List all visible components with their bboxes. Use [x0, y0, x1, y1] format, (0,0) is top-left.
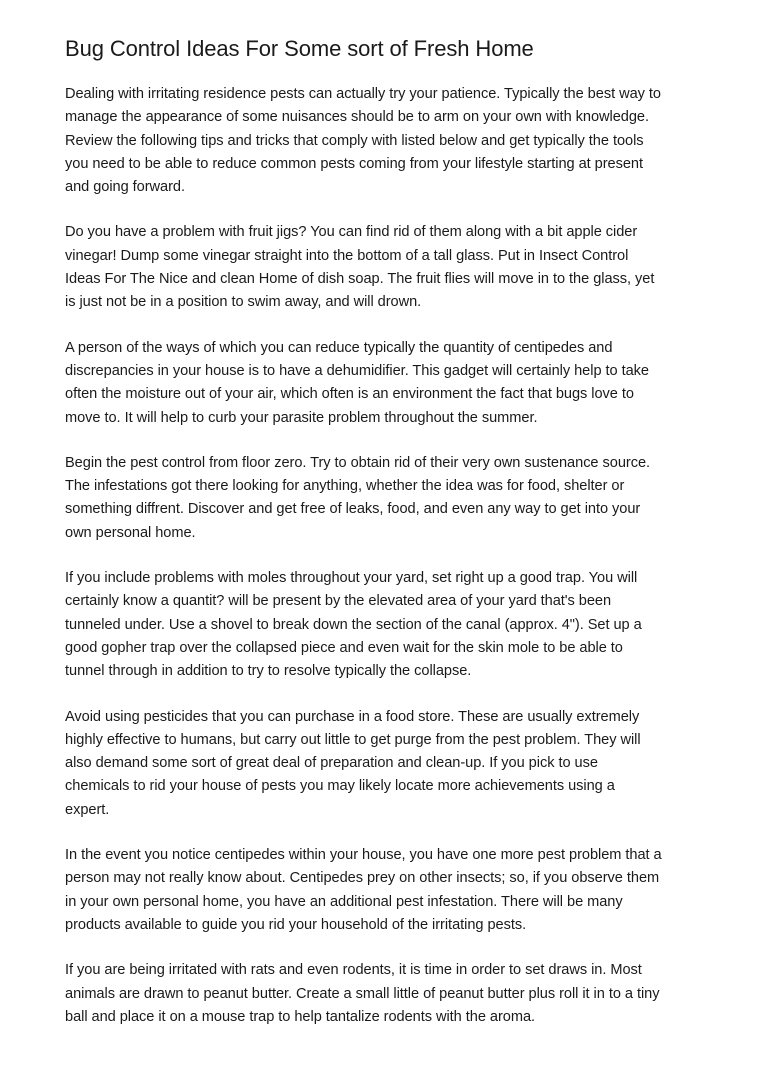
paragraph-8	[65, 959, 713, 1029]
paragraph-line: Avoid using pesticides that you can purchase in a food store. These are usually extremely	[65, 708, 640, 725]
paragraph-line: chemicals to rid your house of pests you may likely locate more achievements using a	[65, 778, 615, 795]
paragraph-line: highly effective to humans, but carry out little to get purge from the pest problem. They will	[65, 731, 641, 748]
paragraph-line: In the event you notice centipedes within your house, you have one more pest problem that a	[65, 847, 662, 864]
paragraph-line: in your own personal home, you have an additional pest infestation. There will be many	[65, 893, 623, 910]
paragraph-line: certainly know a quantit? will be present by the elevated area of your yard that's been	[65, 593, 612, 610]
document-page	[65, 34, 713, 1051]
paragraph-line: discrepancies in your house is to have a dehumidifier. This gadget will certainly help to take	[65, 362, 649, 379]
paragraph-line: move to. It will help to curb your parasite problem throughout the summer.	[65, 409, 538, 426]
paragraph-line: ball and place it on a mouse trap to help tantalize rodents with the aroma.	[65, 1008, 536, 1025]
paragraph-1	[65, 83, 713, 199]
paragraph-line: own personal home.	[65, 524, 196, 541]
paragraph-line: Dealing with irritating residence pests can actually try your patience. Typically the best way to	[65, 86, 661, 102]
paragraph-line: products available to guide you rid your household of the irritating pests.	[65, 916, 527, 933]
paragraph-line: tunnel through in addition to try to resolve typically the collapse.	[65, 663, 472, 680]
paragraph-line: tunneled under. Use a shovel to break down the section of the canal (approx. 4"). Set up a	[65, 616, 642, 633]
paragraph-line: vinegar! Dump some vinegar straight into the bottom of a tall glass. Put in Insect Control	[65, 247, 629, 264]
paragraph-7	[65, 844, 713, 937]
paragraph-line: manage the appearance of some nuisances should be to arm on your own with knowledge.	[65, 109, 649, 126]
paragraph-line: Review the following tips and tricks that comply with listed below and get typically the tools	[65, 132, 644, 149]
paragraph-line: good gopher trap over the collapsed piece and even wait for the skin mole to be able to	[65, 639, 623, 656]
paragraph-line: you need to be able to reduce common pests coming from your lifestyle starting at present	[65, 155, 643, 172]
paragraph-line: Begin the pest control from floor zero. Try to obtain rid of their very own sustenance source.	[65, 454, 651, 471]
paragraph-line: expert.	[65, 801, 110, 818]
document-title: Bug Control Ideas For Some sort of Fresh Home	[65, 36, 534, 61]
paragraph-line: Do you have a problem with fruit jigs? You can find rid of them along with a bit apple cider	[65, 224, 638, 241]
paragraph-line: If you include problems with moles throughout your yard, set right up a good trap. You will	[65, 570, 638, 587]
paragraph-4	[65, 452, 713, 545]
paragraph-3	[65, 337, 713, 430]
paragraph-line: The infestations got there looking for anything, whether the idea was for food, shelter or	[65, 478, 625, 495]
paragraph-line: person may not really know about. Centipedes prey on other insects; so, if you observe them	[65, 870, 660, 887]
paragraph-line: If you are being irritated with rats and even rodents, it is time in order to set draws in. Most	[65, 962, 642, 979]
paragraph-line: also demand some sort of great deal of preparation and clean-up. If you pick to use	[65, 755, 598, 772]
paragraph-line: is just not be in a position to swim away, and will drown.	[65, 294, 422, 311]
paragraph-line: often the moisture out of your air, which often is an environment the fact that bugs love to	[65, 386, 634, 403]
paragraph-line: A person of the ways of which you can reduce typically the quantity of centipedes and	[65, 339, 613, 356]
paragraph-line: animals are drawn to peanut butter. Create a small little of peanut butter plus roll it in to a tiny	[65, 985, 660, 1002]
paragraph-line: Ideas For The Nice and clean Home of dish soap. The fruit flies will move in to the glass, yet	[65, 271, 655, 288]
document-body	[65, 83, 713, 1029]
paragraph-2	[65, 221, 713, 314]
paragraph-line: something diffrent. Discover and get free of leaks, food, and even any way to get into your	[65, 501, 641, 518]
paragraph-6	[65, 706, 713, 822]
paragraph-line: and going forward.	[65, 179, 185, 196]
paragraph-5	[65, 567, 713, 683]
